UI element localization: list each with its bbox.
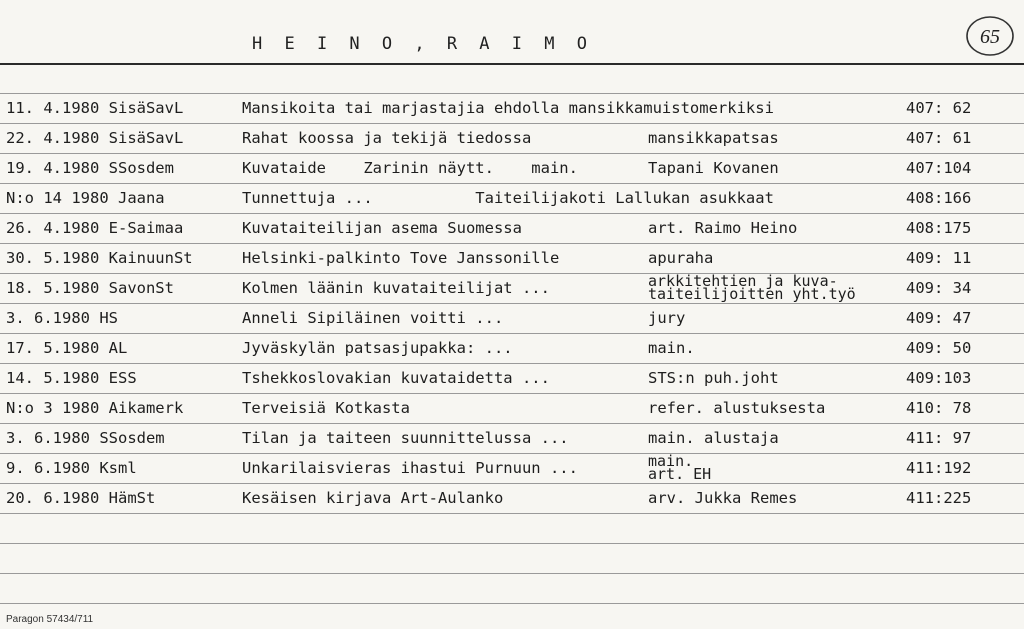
entry-source: 18. 5.1980 SavonSt: [6, 279, 174, 297]
rule: [0, 513, 1024, 514]
rule: [0, 573, 1024, 574]
entry-reference: 411:225: [906, 489, 972, 507]
header-rule: [0, 63, 1024, 65]
entry-row: [0, 123, 1024, 153]
card-number: 65: [980, 26, 1000, 48]
entry-row: [0, 153, 1024, 183]
card-number-stamp: [964, 14, 1016, 58]
entry-reference: 411: 97: [906, 429, 972, 447]
entry-row: [0, 483, 1024, 513]
entry-title: Rahat koossa ja tekijä tiedossa: [242, 129, 532, 147]
entry-source: 26. 4.1980 E-Saimaa: [6, 219, 184, 237]
entry-row: [0, 243, 1024, 273]
entry-note: apuraha: [648, 249, 714, 267]
entry-note: main.: [648, 452, 694, 470]
entry-row: [0, 93, 1024, 123]
entry-reference: 409:103: [906, 369, 972, 387]
entry-reference: 407: 61: [906, 129, 972, 147]
entry-title: Kuvataide Zarinin näytt. main.: [242, 159, 578, 177]
entry-reference: 408:166: [906, 189, 972, 207]
entry-note: arkkitehtien ja kuva-: [648, 272, 838, 290]
entry-note: arv. Jukka Remes: [648, 489, 798, 507]
card-footer: Paragon 57434/711: [6, 614, 94, 625]
entry-row: [0, 183, 1024, 213]
entry-row: [0, 273, 1024, 303]
entry-row: [0, 303, 1024, 333]
entry-note: Tapani Kovanen: [648, 159, 779, 177]
entry-title: Kolmen läänin kuvataiteilijat ...: [242, 279, 550, 297]
entry-row: [0, 453, 1024, 483]
entry-row: [0, 393, 1024, 423]
card-title: H E I N O , R A I M O: [252, 34, 593, 54]
entry-source: 11. 4.1980 SisäSavL: [6, 99, 184, 117]
entry-title: Jyväskylän patsasjupakka: ...: [242, 339, 513, 357]
entry-title: Terveisiä Kotkasta: [242, 399, 410, 417]
entry-title: Kesäisen kirjava Art-Aulanko: [242, 489, 504, 507]
entry-source: 30. 5.1980 KainuunSt: [6, 249, 193, 267]
entry-source: N:o 14 1980 Jaana: [6, 189, 165, 207]
entry-source: 3. 6.1980 SSosdem: [6, 429, 165, 447]
entry-row: [0, 213, 1024, 243]
entry-reference: 408:175: [906, 219, 972, 237]
entry-reference: 409: 11: [906, 249, 972, 267]
entry-reference: 409: 34: [906, 279, 972, 297]
entry-title: Unkarilaisvieras ihastui Purnuun ...: [242, 459, 578, 477]
rule: [0, 603, 1024, 604]
entry-reference: 409: 47: [906, 309, 972, 327]
entry-title: Kuvataiteilijan asema Suomessa: [242, 219, 522, 237]
entry-source: 17. 5.1980 AL: [6, 339, 128, 357]
entry-note: refer. alustuksesta: [648, 399, 826, 417]
entry-note: art. Raimo Heino: [648, 219, 798, 237]
entry-row: [0, 333, 1024, 363]
entry-source: 19. 4.1980 SSosdem: [6, 159, 174, 177]
entry-source: N:o 3 1980 Aikamerk: [6, 399, 184, 417]
entry-source: 3. 6.1980 HS: [6, 309, 118, 327]
entry-reference: 407:104: [906, 159, 972, 177]
entry-source: 22. 4.1980 SisäSavL: [6, 129, 184, 147]
entry-reference: 409: 50: [906, 339, 972, 357]
entry-title: Anneli Sipiläinen voitti ...: [242, 309, 504, 327]
entry-source: 14. 5.1980 ESS: [6, 369, 137, 387]
entry-note: mansikkapatsas: [648, 129, 779, 147]
entry-reference: 407: 62: [906, 99, 972, 117]
entry-note: taiteilijoitten yht.työ: [648, 285, 856, 303]
entry-note: art. EH: [648, 465, 712, 483]
entry-note: main. alustaja: [648, 429, 779, 447]
entry-row: [0, 363, 1024, 393]
entry-title: Tilan ja taiteen suunnittelussa ...: [242, 429, 569, 447]
entry-note: STS:n puh.joht: [648, 369, 779, 387]
entry-title: Helsinki-palkinto Tove Janssonille: [242, 249, 560, 267]
entry-source: 20. 6.1980 HämSt: [6, 489, 156, 507]
entry-title: Tunnettuja ... Taiteilijakoti Lallukan asukkaat: [242, 189, 774, 207]
entry-note: main.: [648, 339, 695, 357]
entry-source: 9. 6.1980 Ksml: [6, 459, 137, 477]
entry-note: jury: [648, 309, 686, 327]
entry-title: Mansikoita tai marjastajia ehdolla mansikkamuistomerkiksi: [242, 99, 774, 117]
entry-title: Tshekkoslovakian kuvataidetta ...: [242, 369, 550, 387]
rule: [0, 543, 1024, 544]
entry-reference: 410: 78: [906, 399, 972, 417]
entry-row: [0, 423, 1024, 453]
entry-reference: 411:192: [906, 459, 972, 477]
